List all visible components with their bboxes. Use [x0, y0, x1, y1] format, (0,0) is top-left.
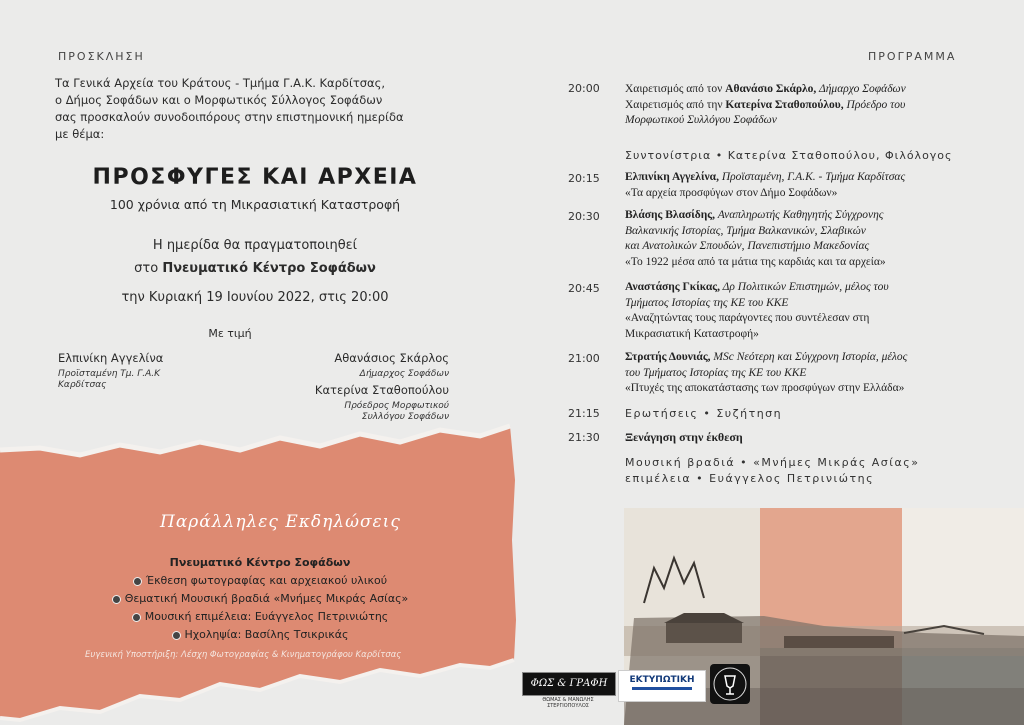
signatory-name: Αθανάσιος Σκάρλος — [334, 351, 449, 365]
program-time: 21:30 — [568, 431, 600, 444]
list-item-label: Μουσική επιμέλεια: Ευάγγελος Πετρινιώτης — [144, 610, 389, 623]
intro-line: με θέμα: — [55, 127, 105, 141]
program-entry — [625, 170, 965, 201]
program-line: Μικρασιατική Καταστροφή» — [625, 327, 759, 340]
venue-name: Πνευματικό Κέντρο Σοφάδων — [162, 261, 376, 276]
program-entry — [625, 280, 965, 342]
program-line: «Πτυχές της αποκατάστασης των προσφύγων στην Ελλάδα» — [625, 382, 905, 394]
program-line: Χαιρετισμός από την Κατερίνα Σταθοπούλου, Πρόεδρο του — [625, 98, 906, 111]
program-line: Βαλκανικής Ιστορίας, Τμήμα Βαλκανικών, Σλαβικών — [625, 224, 866, 237]
list-item — [60, 610, 460, 623]
program-line: Τμήματος Ιστορίας της ΚΕ του ΚΚΕ — [625, 296, 789, 309]
parallel-events-title: Παράλληλες Εκδηλώσεις — [160, 512, 401, 532]
invitation-heading: ΠΡΟΣΚΛΗΣΗ — [58, 50, 145, 63]
program-time: 20:45 — [568, 282, 600, 295]
program-time: 20:30 — [568, 210, 600, 223]
program-time: 21:15 — [568, 407, 600, 420]
program-line: «Τα αρχεία προσφύγων στον Δήμο Σοφάδων» — [625, 186, 838, 199]
signatory-role: Προϊσταμένη Τμ. Γ.Α.Κ — [58, 369, 161, 379]
list-item — [60, 628, 460, 641]
program-time: 20:15 — [568, 172, 600, 185]
logo-ektypotiki — [618, 670, 706, 702]
program-time: 21:00 — [568, 352, 600, 365]
list-item — [60, 592, 460, 605]
program-entry — [625, 208, 965, 270]
program-line: και Ανατολικών Σπουδών, Πανεπιστήμιο Μακεδονίας — [625, 240, 870, 252]
logo-fos-grafi-sub: ΘΩΜΑΣ & ΜΑΝΩΛΗΣ ΣΤΕΡΓΙΟΠΟΥΛΟΣ — [542, 697, 594, 709]
signatory — [334, 351, 449, 380]
signatory-role: Πρόεδρος Μορφωτικού — [344, 401, 449, 411]
signatory-role: Καρδίτσας — [58, 380, 107, 390]
music-line: Μουσική βραδιά • «Μνήμες Μικράς Ασίας» — [625, 456, 920, 469]
parallel-venue — [60, 556, 460, 569]
program-tour: Ξενάγηση στην έκθεση — [625, 430, 743, 444]
music-curator: επιμέλεια • Ευάγγελος Πετρινιώτης — [625, 472, 875, 485]
program-line: Αναστάσης Γκίκας, Δρ Πολιτικών Επιστημών, μέλος του — [625, 281, 889, 293]
torn-paper-panel — [0, 420, 520, 725]
intro-line: Τα Γενικά Αρχεία του Κράτους - Τμήμα Γ.Α.Κ. Καρδίτσας, — [55, 76, 386, 90]
bullet-icon — [172, 631, 181, 640]
program-line: Χαιρετισμός από τον Αθανάσιο Σκάρλο, Δήμαρχο Σοφάδων — [625, 83, 906, 95]
program-entry — [625, 350, 965, 397]
program-line: Μορφωτικού Συλλόγου Σοφάδων — [625, 114, 777, 126]
program-line: Ελπινίκη Αγγελίνα, Προϊσταμένη, Γ.Α.Κ. - Τμήμα Καρδίτσας — [625, 171, 906, 183]
venue-place — [55, 261, 455, 276]
honor-text: Με τιμή — [208, 327, 252, 340]
signatory-role: Δήμαρχος Σοφάδων — [359, 369, 449, 379]
signatory — [315, 383, 449, 423]
program-line: Στρατής Δουνιάς, MSc Νεότερη και Σύγχρονη Ιστορία, μέλος — [625, 351, 908, 363]
glass-icon — [710, 664, 750, 704]
bullet-icon — [112, 595, 121, 604]
program-discussion: Ερωτήσεις • Συζήτηση — [625, 407, 783, 420]
signatory — [58, 351, 163, 391]
coordinator-line: Συντονίστρια • Κατερίνα Σταθοπούλου, Φιλόλογος — [625, 149, 953, 162]
signatory-name: Ελπινίκη Αγγελίνα — [58, 351, 164, 365]
program-time: 20:00 — [568, 82, 600, 95]
logo-ektypotiki-bar — [632, 687, 692, 690]
logo-ektypotiki-text: ΕΚΤΥΠΩΤΙΚΗ — [629, 675, 695, 685]
program-heading: ΠΡΟΓΡΑΜΜΑ — [868, 50, 957, 63]
program-line: «Αναζητώντας τους παράγοντες που συντέλεσαν στη — [625, 312, 870, 324]
venue-line: Η ημερίδα θα πραγματοποιηθεί — [152, 238, 358, 253]
list-item — [60, 574, 460, 587]
program-entry — [625, 82, 965, 129]
bullet-icon — [132, 613, 141, 622]
event-title: ΠΡΟΣΦΥΓΕΣ ΚΑΙ ΑΡΧΕΙΑ — [92, 165, 418, 190]
event-subtitle: 100 χρόνια από τη Μικρασιατική Καταστροφή — [109, 197, 401, 212]
program-line: «Το 1922 μέσα από τα μάτια της καρδιάς και τα αρχεία» — [625, 255, 886, 268]
venue-date: την Κυριακή 19 Ιουνίου 2022, στις 20:00 — [121, 290, 389, 305]
parallel-venue-name: Πνευματικό Κέντρο Σοφάδων — [169, 556, 351, 569]
signatory-name: Κατερίνα Σταθοπούλου — [314, 383, 449, 397]
list-item-label: Έκθεση φωτογραφίας και αρχειακού υλικού — [145, 574, 388, 587]
intro-line: σας προσκαλούν συνοδοιπόρους στην επιστημονική ημερίδα — [55, 110, 404, 124]
venue-prefix: στο — [134, 261, 159, 276]
list-item-label: Ηχοληψία: Βασίλης Τσικρικάς — [184, 628, 349, 641]
intro-line: ο Δήμος Σοφάδων και ο Μορφωτικός Σύλλογος Σοφάδων — [55, 93, 383, 107]
logo-fos-grafi: ΦΩΣ & ΓΡΑΦΗ — [522, 672, 616, 696]
sponsor-text: Ευγενική Υποστήριξη: Λέσχη Φωτογραφίας & Κινηματογράφου Καρδίτσας — [85, 650, 402, 660]
intro-text — [55, 75, 465, 143]
bullet-icon — [133, 577, 142, 586]
program-line: του Τμήματος Ιστορίας της ΚΕ του ΚΚΕ — [625, 366, 807, 379]
program-line: Βλάσης Βλασίδης, Αναπληρωτής Καθηγητής Σύγχρονης — [625, 209, 884, 221]
logo-club-emblem — [710, 664, 750, 704]
list-item-label: Θεματική Μουσική βραδιά «Μνήμες Μικράς Ασίας» — [124, 592, 409, 605]
signatory-role: Συλλόγου Σοφάδων — [361, 412, 449, 422]
